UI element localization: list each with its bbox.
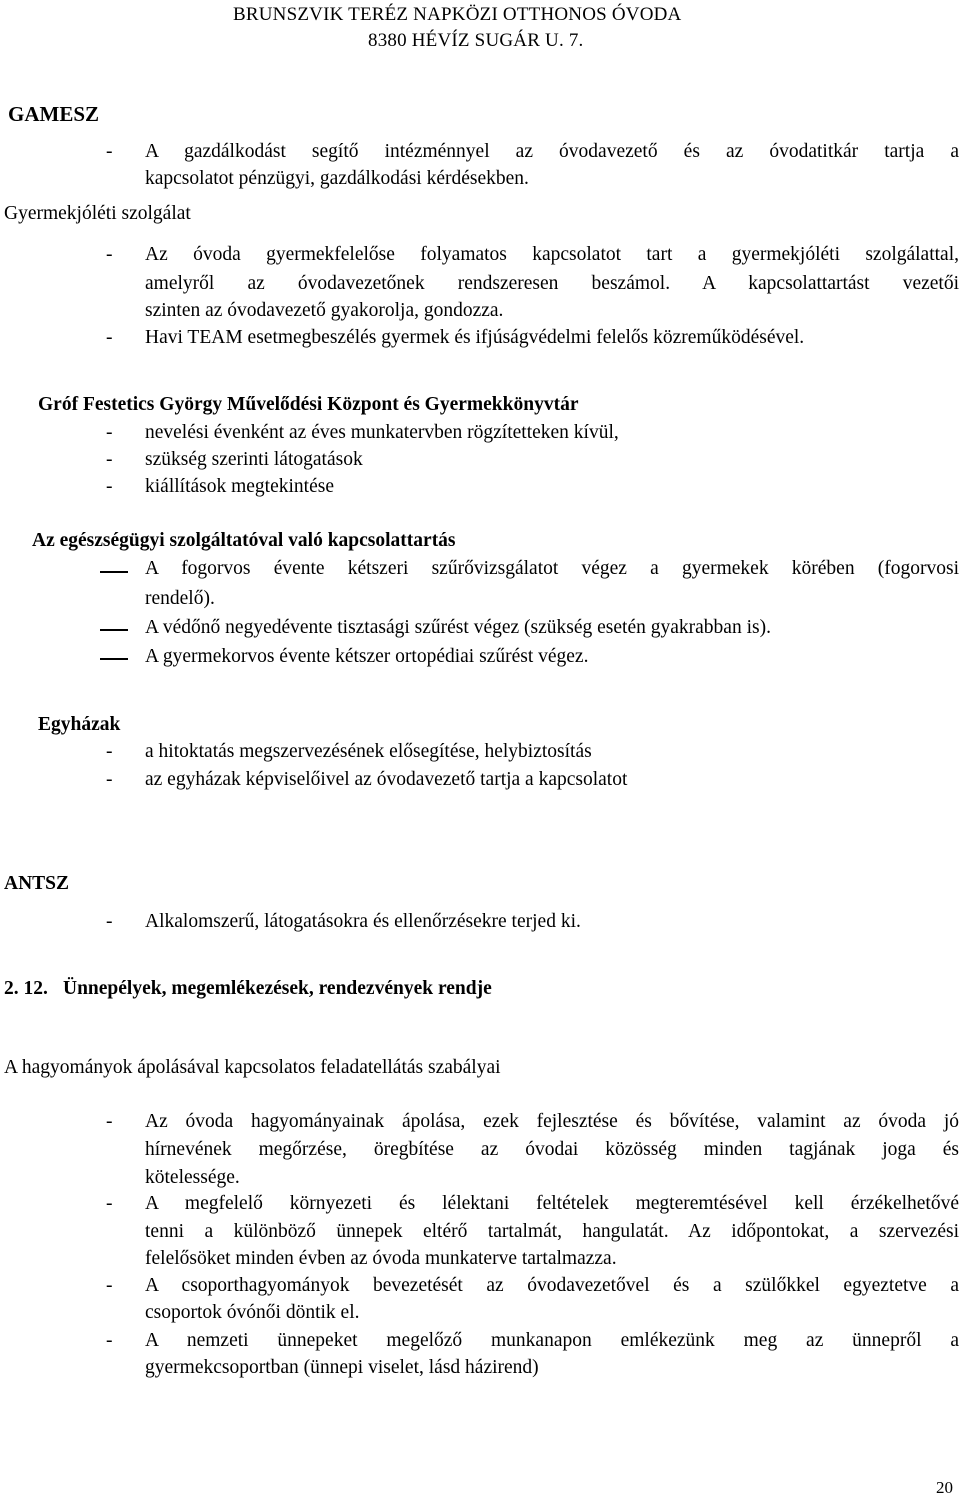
- list-item: az egyházak képviselőivel az óvodavezető tartja a kapcsolatot: [145, 769, 628, 790]
- bullet-dash: -: [106, 244, 113, 265]
- list-item: a hitoktatás megszervezésének elősegítése, helybiztosítás: [145, 741, 592, 762]
- list-item-line: hírnevének megőrzése, öregbítése az óvodai közösség minden tagjának joga és: [145, 1139, 959, 1160]
- bullet-dash: -: [106, 741, 113, 762]
- bullet-dash: -: [106, 327, 113, 348]
- header-address: 8380 HÉVÍZ SUGÁR U. 7.: [368, 30, 584, 51]
- header-institution: BRUNSZVIK TERÉZ NAPKÖZI OTTHONOS ÓVODA: [233, 4, 682, 25]
- list-item: kiállítások megtekintése: [145, 476, 334, 497]
- list-item-line: kapcsolatot pénzügyi, gazdálkodási kérdésekben.: [145, 168, 529, 189]
- list-item-line: A védőnő negyedévente tisztasági szűrést végez (szükség esetén gyakrabban is).: [145, 617, 771, 638]
- list-item-line: A nemzeti ünnepeket megelőző munkanapon emlékezünk meg az ünnepről a: [145, 1330, 959, 1351]
- list-item-line: A megfelelő környezeti és lélektani feltételek megteremtésével kell érzékelhetővé: [145, 1193, 959, 1214]
- section-title-festetics: Gróf Festetics György Művelődési Központ és Gyermekkönyvtár: [38, 394, 579, 415]
- list-item: Alkalomszerű, látogatásokra és ellenőrzésekre terjed ki.: [145, 911, 581, 932]
- list-item-line: A fogorvos évente kétszeri szűrővizsgálatot végez a gyermekek körében (fogorvosi: [145, 558, 959, 579]
- list-item: nevelési évenként az éves munkatervben rögzítetteken kívül,: [145, 422, 619, 443]
- bullet-long-dash: [100, 571, 128, 573]
- list-item-line: amelyről az óvodavezetőnek rendszeresen beszámol. A kapcsolattartást vezetői: [145, 273, 959, 294]
- bullet-dash: -: [106, 1330, 113, 1351]
- section-heading: Ünnepélyek, megemlékezések, rendezvények rendje: [63, 978, 492, 999]
- bullet-long-dash: [100, 658, 128, 660]
- list-item-line: szinten az óvodavezető gyakorolja, gondozza.: [145, 300, 504, 321]
- list-item-line: rendelő).: [145, 588, 215, 609]
- bullet-dash: -: [106, 476, 113, 497]
- bullet-dash: -: [106, 1111, 113, 1132]
- subsection-title-hagyomanyok: A hagyományok ápolásával kapcsolatos feladatellátás szabályai: [4, 1057, 501, 1078]
- list-item-line: Havi TEAM esetmegbeszélés gyermek és ifjúságvédelmi felelős közreműködésével.: [145, 327, 805, 348]
- section-title-antsz: ANTSZ: [4, 873, 70, 894]
- bullet-dash: -: [106, 449, 113, 470]
- list-item-line: A csoporthagyományok bevezetését az óvodavezetővel és a szülőkkel egyeztetve a: [145, 1275, 959, 1296]
- page-number: 20: [936, 1478, 953, 1497]
- list-item: szükség szerinti látogatások: [145, 449, 363, 470]
- section-title-egyhazak: Egyházak: [38, 714, 121, 735]
- section-title-gyermekjoleti: Gyermekjóléti szolgálat: [4, 203, 191, 224]
- section-number: 2. 12.: [4, 978, 48, 999]
- bullet-dash: -: [106, 911, 113, 932]
- list-item-line: gyermekcsoportban (ünnepi viselet, lásd házirend): [145, 1357, 539, 1378]
- list-item-line: A gyermekorvos évente kétszer ortopédiai szűrést végez.: [145, 646, 589, 667]
- list-item-line: kötelessége.: [145, 1167, 240, 1188]
- list-item-line: Az óvoda gyermekfelelőse folyamatos kapcsolatot tart a gyermekjóléti szolgálattal,: [145, 244, 959, 265]
- bullet-dash: -: [106, 769, 113, 790]
- bullet-dash: -: [106, 1193, 113, 1214]
- section-title-egeszsegugyi: Az egészségügyi szolgáltatóval való kapcsolattartás: [32, 530, 456, 551]
- bullet-dash: -: [106, 141, 113, 162]
- bullet-dash: -: [106, 422, 113, 443]
- section-title-gamesz: GAMESZ: [8, 102, 100, 126]
- list-item-line: csoportok óvónői döntik el.: [145, 1302, 360, 1323]
- list-item-line: tenni a különböző ünnepek eltérő tartalmát, hangulatát. Az időpontokat, a szervezési: [145, 1221, 959, 1242]
- list-item-line: felelősöket minden évben az óvoda munkaterve tartalmazza.: [145, 1248, 617, 1269]
- list-item-line: Az óvoda hagyományainak ápolása, ezek fejlesztése és bővítése, valamint az óvoda jó: [145, 1111, 959, 1132]
- list-item-line: A gazdálkodást segítő intézménnyel az óvodavezető és az óvodatitkár tartja a: [145, 141, 959, 162]
- bullet-long-dash: [100, 629, 128, 631]
- bullet-dash: -: [106, 1275, 113, 1296]
